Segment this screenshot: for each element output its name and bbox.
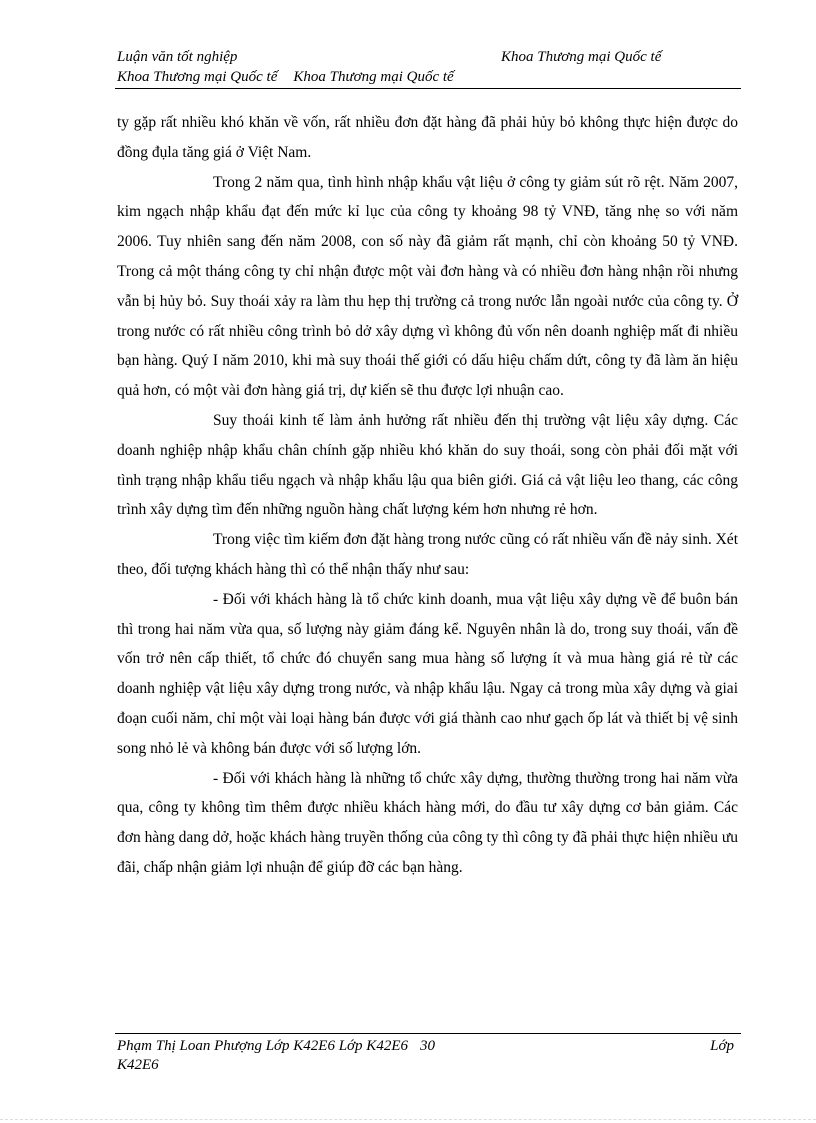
footer-row-2: [117, 1056, 738, 1075]
page-edge: [0, 1119, 816, 1120]
page-footer: [117, 1037, 738, 1075]
footer-row-1: [117, 1037, 738, 1056]
paragraph-continuation: ty gặp rất nhiều khó khăn về vốn, rất nhiều đơn đặt hàng đã phải hủy bỏ không thực hiện được do đồng đụla tăng giá ở Việt Nam.: [117, 114, 738, 161]
header-faculty-repeat-1: Khoa Thương mại Quốc tế: [117, 69, 278, 85]
footer-class-code: K42E6: [117, 1057, 159, 1073]
paragraph-economic-recession: Suy thoái kinh tế làm ảnh hưởng rất nhiều đến thị trường vật liệu xây dựng. Các doanh nghiệp nhập khẩu chân chính gặp nhiều khó khăn do suy thoái, song còn phải đối mặt với tình trạng nhập khẩu tiểu ngạch và nhập khẩu lậu qua biên giới. Giá cả vật liệu leo thang, các công trình xây dựng tìm đến những nguồn hàng chất lượng kém hơn nhưng rẻ hơn.: [117, 411, 738, 519]
paragraph-construction-customers: - Đối với khách hàng là những tổ chức xây dựng, thường thường trong hai năm vừa qua, công ty không tìm thêm được nhiều khách hàng mới, do đầu tư xây dựng cơ bản giảm. Các đơn hàng dang dở, hoặc khách hàng truyền thống của công ty thì công ty đã phải thực hiện nhiều ưu đãi, chấp nhận giảm lợi nhuận để giúp đỡ các bạn hàng.: [117, 769, 738, 876]
footer-author: Phạm Thị Loan Phượng Lớp K42E6 Lớp K42E6: [117, 1038, 408, 1054]
header-thesis-label: Luận văn tốt nghiệp: [117, 49, 238, 65]
page-header: [117, 47, 741, 87]
document-body: [117, 108, 738, 883]
page-number: 30: [420, 1038, 435, 1054]
header-faculty-repeat-2: Khoa Thương mại Quốc tế: [293, 69, 454, 85]
header-divider: [115, 88, 741, 89]
paragraph-import-situation: Trong 2 năm qua, tình hình nhập khẩu vật liệu ở công ty giảm sút rõ rệt. Năm 2007, kim ngạch nhập khẩu đạt đến mức kỉ lục của công ty khoảng 98 tỷ VNĐ, tăng nhẹ so với năm 2006. Tuy nhiên sang đến năm 2008, con số này đã giảm rất mạnh, chỉ còn khoảng 50 tỷ VNĐ. Trong cả một tháng công ty chỉ nhận được một vài đơn hàng và có nhiều đơn hàng nhận rồi nhưng vẫn bị hủy bỏ. Suy thoái xảy ra làm thu hẹp thị trường cả trong nước lẫn ngoài nước của công ty. Ở trong nước có rất nhiều công trình bỏ dở xây dựng vì không đủ vốn nên doanh nghiệp mất đi nhiều bạn hàng. Quý I năm 2010, khi mà suy thoái thế giới có dấu hiệu chấm dứt, công ty đã làm ăn hiệu quả hơn, có một vài đơn hàng giá trị, dự kiến sẽ thu được lợi nhuận cao.: [117, 173, 738, 400]
header-faculty-label: Khoa Thương mại Quốc tế: [501, 49, 662, 65]
footer-class-label: Lớp: [710, 1038, 734, 1054]
paragraph-business-customers: - Đối với khách hàng là tổ chức kinh doanh, mua vật liệu xây dựng về để buôn bán thì trong hai năm vừa qua, số lượng này giảm đáng kể. Nguyên nhân là do, trong suy thoái, vấn đề vốn trở nên cấp thiết, tổ chức đó chuyển sang mua hàng số lượng ít và mua hàng giá rẻ từ các doanh nghiệp vật liệu xây dựng trong nước, và nhập khẩu lậu. Ngay cả trong mùa xây dựng và giai đoạn cuối năm, chỉ một vài loại hàng bán được với giá thành cao như gạch ốp lát và thiết bị vệ sinh song nhỏ lẻ và không bán được với số lượng lớn.: [117, 590, 738, 757]
header-row-1: [117, 47, 741, 67]
footer-divider: [115, 1033, 741, 1034]
header-row-2: [117, 67, 741, 87]
paragraph-domestic-orders: Trong việc tìm kiếm đơn đặt hàng trong nước cũng có rất nhiều vấn đề nảy sinh. Xét theo, đối tượng khách hàng thì có thể nhận thấy như sau:: [117, 531, 738, 578]
